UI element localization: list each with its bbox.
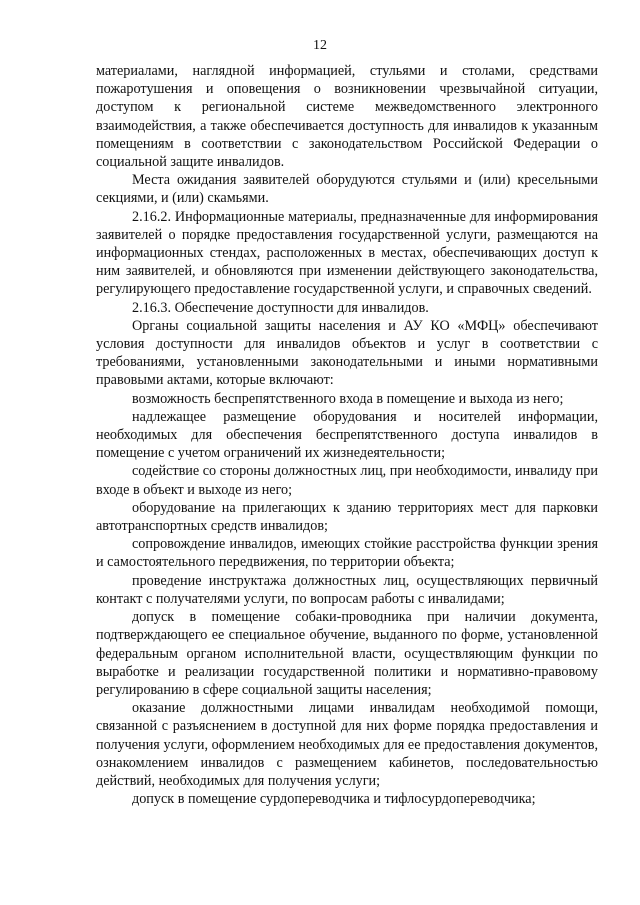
body-text (96, 62, 598, 808)
list-item: проведение инструктажа должностных лиц, осуществляющих первичный контакт с получателями услуги, по вопросам работы с инвалидами; (96, 572, 598, 607)
list-item: возможность беспрепятственного входа в помещение и выхода из него; (132, 390, 564, 407)
list-item: допуск в помещение собаки-проводника при наличии документа, подтверждающего ее специальное обучение, выданного по форме, установленной федеральным органом исполнительной власти, осуществляющим функции по выработке и реализации государственной политики и нормативно-правовому регулированию в сфере социальной защиты населения; (96, 609, 598, 698)
page-number: 12 (313, 38, 327, 53)
paragraph: материалами, наглядной информацией, стульями и столами, средствами пожаротушения и оповещения о возникновении чрезвычайной ситуации, доступом к региональной системе межведомственного электронного взаимодействия, а также обеспечивается доступность для инвалидов к указанным помещениям в соответствии с законодательством Российской Федерации о социальной защите инвалидов. (96, 63, 598, 171)
paragraph: Места ожидания заявителей оборудуются стульями и (или) кресельными секциями, и (или) скамьями. (96, 172, 598, 207)
list-item: допуск в помещение сурдопереводчика и тифлосурдопереводчика; (132, 791, 536, 808)
list-item: надлежащее размещение оборудования и носителей информации, необходимых для обеспечения беспрепятственного доступа инвалидов в помещение с учетом ограничений их жизнедеятельности; (96, 408, 598, 462)
list-item: оказание должностными лицами инвалидам необходимой помощи, связанной с разъяснением в доступной для них форме порядка предоставления и получения услуги, оформлением необходимых для ее предоставления документов, ознакомлением инвалидов с размещением кабинетов, последовательностью действий, необходимых для получения услуги; (96, 700, 598, 789)
list-item: оборудование на прилегающих к зданию территориях мест для парковки автотранспортных средств инвалидов; (96, 499, 598, 535)
list-item: сопровождение инвалидов, имеющих стойкие расстройства функции зрения и самостоятельного передвижения, по территории объекта; (96, 536, 598, 571)
section-heading: 2.16.3. Обеспечение доступности для инвалидов. (132, 299, 429, 316)
paragraph: Органы социальной защиты населения и АУ КО «МФЦ» обеспечивают условия доступности для инвалидов объектов и услуг в соответствии с требованиями, установленными законодательными и иными нормативными правовыми актами, которые включают: (96, 317, 598, 389)
paragraph: 2.16.2. Информационные материалы, предназначенные для информирования заявителей о порядке предоставления государственной услуги, размещаются на информационных стендах, расположенных в местах, обеспечивающих доступ к ним заявителей, и обновляются при изменении действующего законодательства, регулирующего предоставление государственной услуги, и справочных сведений. (96, 208, 598, 298)
list-item: содействие со стороны должностных лиц, при необходимости, инвалиду при входе в объект и выходе из него; (96, 463, 598, 498)
